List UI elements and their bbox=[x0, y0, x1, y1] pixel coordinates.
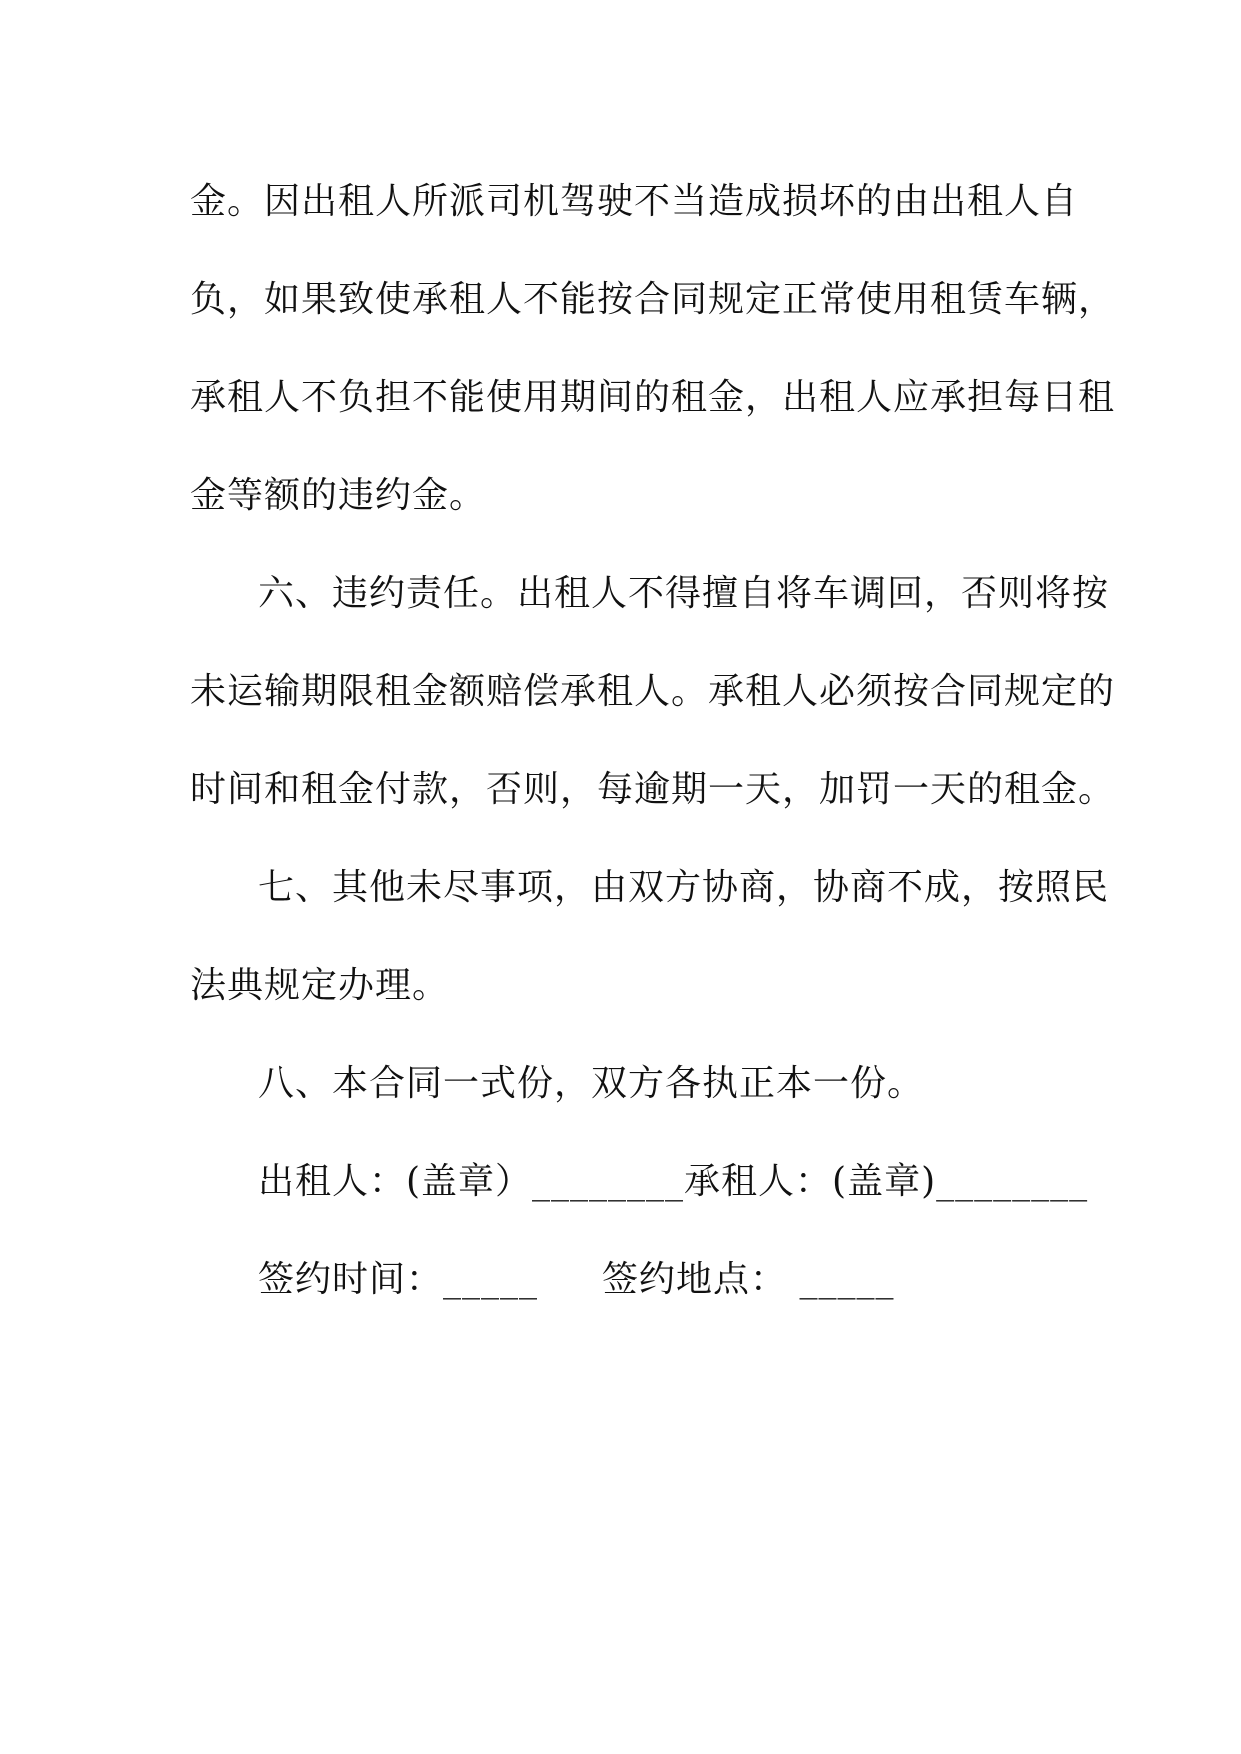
sign-place: 签约地点： _____ bbox=[602, 1259, 895, 1300]
clause-seven-heading: 七、其他未尽事项，由双方协商，协商不成，按照民 bbox=[258, 867, 1110, 908]
clause-six-heading: 六、违约责任。出租人不得擅自将车调回，否则将按 bbox=[258, 573, 1110, 614]
clause-eight: 八、本合同一式份，双方各执正本一份。 bbox=[258, 1063, 925, 1104]
paragraph-line: 时间和租金付款，否则，每逾期一天，加罚一天的租金。 bbox=[190, 769, 1116, 810]
signature-line: 出租人：(盖章）________承租人：(盖章)________ bbox=[258, 1161, 1089, 1202]
sign-time: 签约时间：_____ bbox=[258, 1259, 539, 1300]
paragraph-line: 金。因出租人所派司机驾驶不当造成损坏的由出租人自 bbox=[190, 181, 1079, 222]
paragraph-line: 法典规定办理。 bbox=[190, 965, 450, 1006]
paragraph-line: 未运输期限租金额赔偿承租人。承租人必须按合同规定的 bbox=[190, 671, 1116, 712]
paragraph-line: 负，如果致使承租人不能按合同规定正常使用租赁车辆， bbox=[190, 279, 1116, 320]
paragraph-line: 金等额的违约金。 bbox=[190, 475, 487, 516]
sign-info-line bbox=[258, 1250, 1138, 1310]
paragraph-line: 承租人不负担不能使用期间的租金，出租人应承担每日租 bbox=[190, 377, 1116, 418]
